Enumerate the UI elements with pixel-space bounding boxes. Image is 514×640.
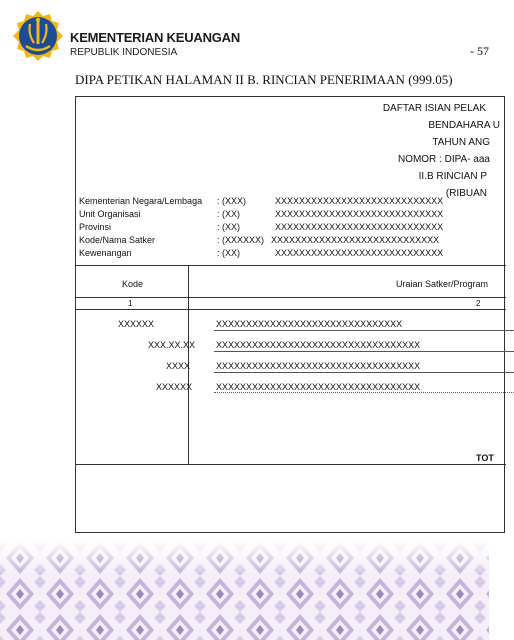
row-underline (214, 351, 514, 352)
row-underline (214, 392, 514, 393)
document-title: DIPA PETIKAN HALAMAN II B. RINCIAN PENERIMAAN (999.05) (75, 72, 453, 87)
info-row-unit (79, 209, 443, 219)
row-description: XXXXXXXXXXXXXXXXXXXXXXXXXXXXXXXXXX (216, 361, 421, 371)
form-header-line-5: II.B RINCIAN P (418, 171, 487, 182)
info-value: XXXXXXXXXXXXXXXXXXXXXXXXXXXX (275, 196, 444, 206)
info-row-kewenangan (79, 248, 443, 258)
column-number-1: 1 (128, 299, 133, 308)
column-header-uraian: Uraian Satker/Program (396, 279, 489, 289)
org-name: KEMENTERIAN KEUANGAN (70, 30, 241, 45)
form-header-line-6: (RIBUAN (445, 188, 487, 199)
row-underline (214, 372, 514, 373)
info-label: Provinsi (79, 222, 112, 232)
form-header-line-2: BENDAHARA U (428, 120, 500, 131)
info-code: : (XXXXXX) (217, 235, 265, 245)
info-code: : (XXX) (217, 196, 247, 206)
row-code: XXX.XX.XX (148, 340, 196, 350)
rincian-table (76, 265, 506, 465)
ministry-logo (12, 10, 64, 62)
info-code: : (XX) (217, 248, 241, 258)
form-header-line-1: DAFTAR ISIAN PELAK (382, 103, 486, 114)
org-subtitle: REPUBLIK INDONESIA (70, 47, 178, 58)
row-description: XXXXXXXXXXXXXXXXXXXXXXXXXXXXXXXXXX (216, 340, 421, 350)
decorative-pattern (0, 540, 489, 640)
dipa-form-frame (75, 96, 505, 533)
info-value: XXXXXXXXXXXXXXXXXXXXXXXXXXXX (271, 235, 440, 245)
column-header-kode: Kode (122, 279, 144, 289)
form-header-line-3: TAHUN ANG (432, 137, 490, 148)
info-label: Kode/Nama Satker (79, 235, 156, 245)
column-number-2: 2 (476, 299, 481, 308)
row-underline (214, 330, 514, 331)
total-label: TOT (476, 453, 494, 463)
row-description: XXXXXXXXXXXXXXXXXXXXXXXXXXXXXXX (216, 319, 403, 329)
info-row-kementerian (79, 196, 443, 206)
info-row-provinsi (79, 222, 443, 232)
info-value: XXXXXXXXXXXXXXXXXXXXXXXXXXXX (275, 222, 444, 232)
page-number: - 57 (470, 44, 489, 58)
info-code: : (XX) (217, 209, 241, 219)
number-divider (76, 309, 506, 310)
info-label: Unit Organisasi (79, 209, 141, 219)
form-header-line-4: NOMOR : DIPA- aaa (397, 154, 490, 165)
row-description: XXXXXXXXXXXXXXXXXXXXXXXXXXXXXXXXXX (216, 382, 421, 392)
row-code: XXXXXX (156, 382, 193, 392)
header-divider (76, 297, 506, 298)
row-code: XXXXXX (118, 319, 155, 329)
info-value: XXXXXXXXXXXXXXXXXXXXXXXXXXXX (275, 248, 444, 258)
info-row-satker (79, 235, 439, 245)
row-code: XXXX (166, 361, 191, 371)
info-code: : (XX) (217, 222, 241, 232)
info-label: Kementerian Negara/Lembaga (79, 196, 203, 206)
info-value: XXXXXXXXXXXXXXXXXXXXXXXXXXXX (275, 209, 444, 219)
info-label: Kewenangan (79, 248, 132, 258)
